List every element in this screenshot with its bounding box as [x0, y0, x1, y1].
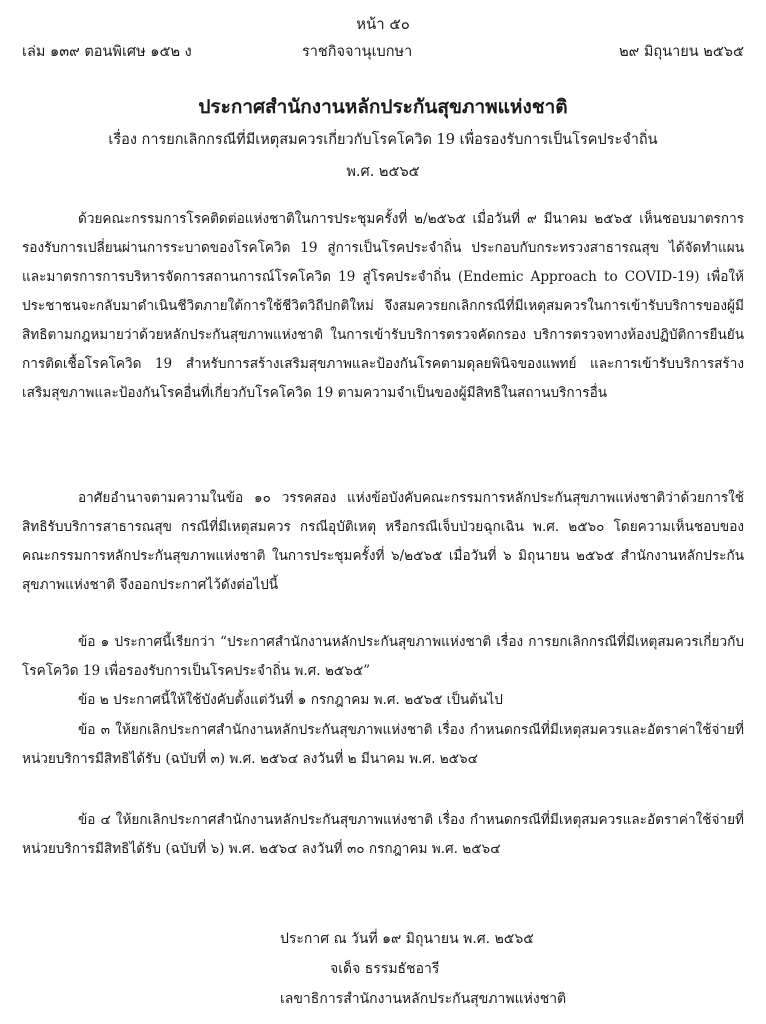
volume-issue: เล่ม ๑๓๙ ตอนพิเศษ ๑๕๒ ง [22, 44, 192, 60]
page-number: หน้า ๕๐ [356, 15, 410, 33]
paragraph-preamble: ด้วยคณะกรรมการโรคติดต่อแห่งชาติในการประชุมครั้งที่ ๒/๒๕๖๕ เมื่อวันที่ ๙ มีนาคม ๒๕๖๕ เห็นชอบมาตรการรองรับการเปลี่ยนผ่านการระบาดของโรคโควิด 19 สู่การเป็นโรคประจำถิ่น ประกอบกับกระทรวงสาธารณสุข ได้จัดทำแผนและมาตรการการบริหารจัดการสถานการณ์โรคโควิด 19 สู่โรคประจำถิ่น (Endemic Approach to COVID-19) เพื่อให้ประชาชนจะกลับมาดำเนินชีวิตภายใต้การใช้ชีวิตวิถีปกติใหม่ จึงสมควรยกเลิกกรณีที่มีเหตุสมควรในการเข้ารับบริการของผู้มีสิทธิตามกฎหมายว่าด้วยหลักประกันสุขภาพแห่งชาติ ในการเข้ารับบริการตรวจคัดกรอง บริการตรวจทางห้องปฏิบัติการยืนยันการติดเชื้อโรคโควิด 19 สำหรับการสร้างเสริมสุขภาพและป้องกันโรคตามดุลยพินิจของแพทย์ และการเข้ารับบริการสร้างเสริมสุขภาพและป้องกันโรคอื่นที่เกี่ยวกับโรคโควิด 19 ตามความจำเป็นของผู้มีสิทธิในสถานบริการอื่น [22, 211, 744, 401]
signatory-position: เลขาธิการสำนักงานหลักประกันสุขภาพแห่งชาติ [280, 991, 567, 1007]
document-title: ประกาศสำนักงานหลักประกันสุขภาพแห่งชาติ [198, 96, 568, 118]
document-subject: เรื่อง การยกเลิกกรณีที่มีเหตุสมควรเกี่ยวกับโรคโควิด 19 เพื่อรองรับการเป็นโรคประจำถิ่น [108, 132, 658, 148]
signatory-name: จเด็จ ธรรมธัชอารี [330, 961, 440, 977]
announcement-date: ประกาศ ณ วันที่ ๑๙ มิถุนายน พ.ศ. ๒๕๖๕ [280, 931, 534, 947]
document-subject-year: พ.ศ. ๒๕๖๕ [346, 164, 420, 180]
clause-1: ข้อ ๑ ประกาศนี้เรียกว่า “ประกาศสำนักงานหลักประกันสุขภาพแห่งชาติ เรื่อง การยกเลิกกรณีที่มีเหตุสมควรเกี่ยวกับโรคโควิด 19 เพื่อรองรับการเป็นโรคประจำถิ่น พ.ศ. ๒๕๖๕” [22, 634, 744, 679]
clause-3: ข้อ ๓ ให้ยกเลิกประกาศสำนักงานหลักประกันสุขภาพแห่งชาติ เรื่อง กำหนดกรณีที่มีเหตุสมควรและอัตราค่าใช้จ่ายที่หน่วยบริการมีสิทธิได้รับ (ฉบับที่ ๓) พ.ศ. ๒๕๖๔ ลงวันที่ ๒ มีนาคม พ.ศ. ๒๕๖๔ [22, 722, 744, 767]
clause-4: ข้อ ๔ ให้ยกเลิกประกาศสำนักงานหลักประกันสุขภาพแห่งชาติ เรื่อง กำหนดกรณีที่มีเหตุสมควรและอัตราค่าใช้จ่ายที่หน่วยบริการมีสิทธิได้รับ (ฉบับที่ ๖) พ.ศ. ๒๕๖๔ ลงวันที่ ๓๐ กรกฎาคม พ.ศ. ๒๕๖๔ [22, 812, 744, 857]
clause-2: ข้อ ๒ ประกาศนี้ให้ใช้บังคับตั้งแต่วันที่ ๑ กรกฎาคม พ.ศ. ๒๕๖๕ เป็นต้นไป [78, 692, 503, 708]
gazette-name: ราชกิจจานุเบกษา [302, 44, 413, 60]
paragraph-authority: อาศัยอำนาจตามความในข้อ ๑๐ วรรคสอง แห่งข้อบังคับคณะกรรมการหลักประกันสุขภาพแห่งชาติว่าด้วยการใช้สิทธิรับบริการสาธารณสุข กรณีที่มีเหตุสมควร กรณีอุบัติเหตุ หรือกรณีเจ็บป่วยฉุกเฉิน พ.ศ. ๒๕๖๐ โดยความเห็นชอบของคณะกรรมการหลักประกันสุขภาพแห่งชาติ ในการประชุมครั้งที่ ๖/๒๕๖๕ เมื่อวันที่ ๖ มิถุนายน ๒๕๖๕ สำนักงานหลักประกันสุขภาพแห่งชาติ จึงออกประกาศไว้ดังต่อไปนี้ [22, 490, 744, 593]
publication-date: ๒๙ มิถุนายน ๒๕๖๕ [619, 44, 744, 60]
